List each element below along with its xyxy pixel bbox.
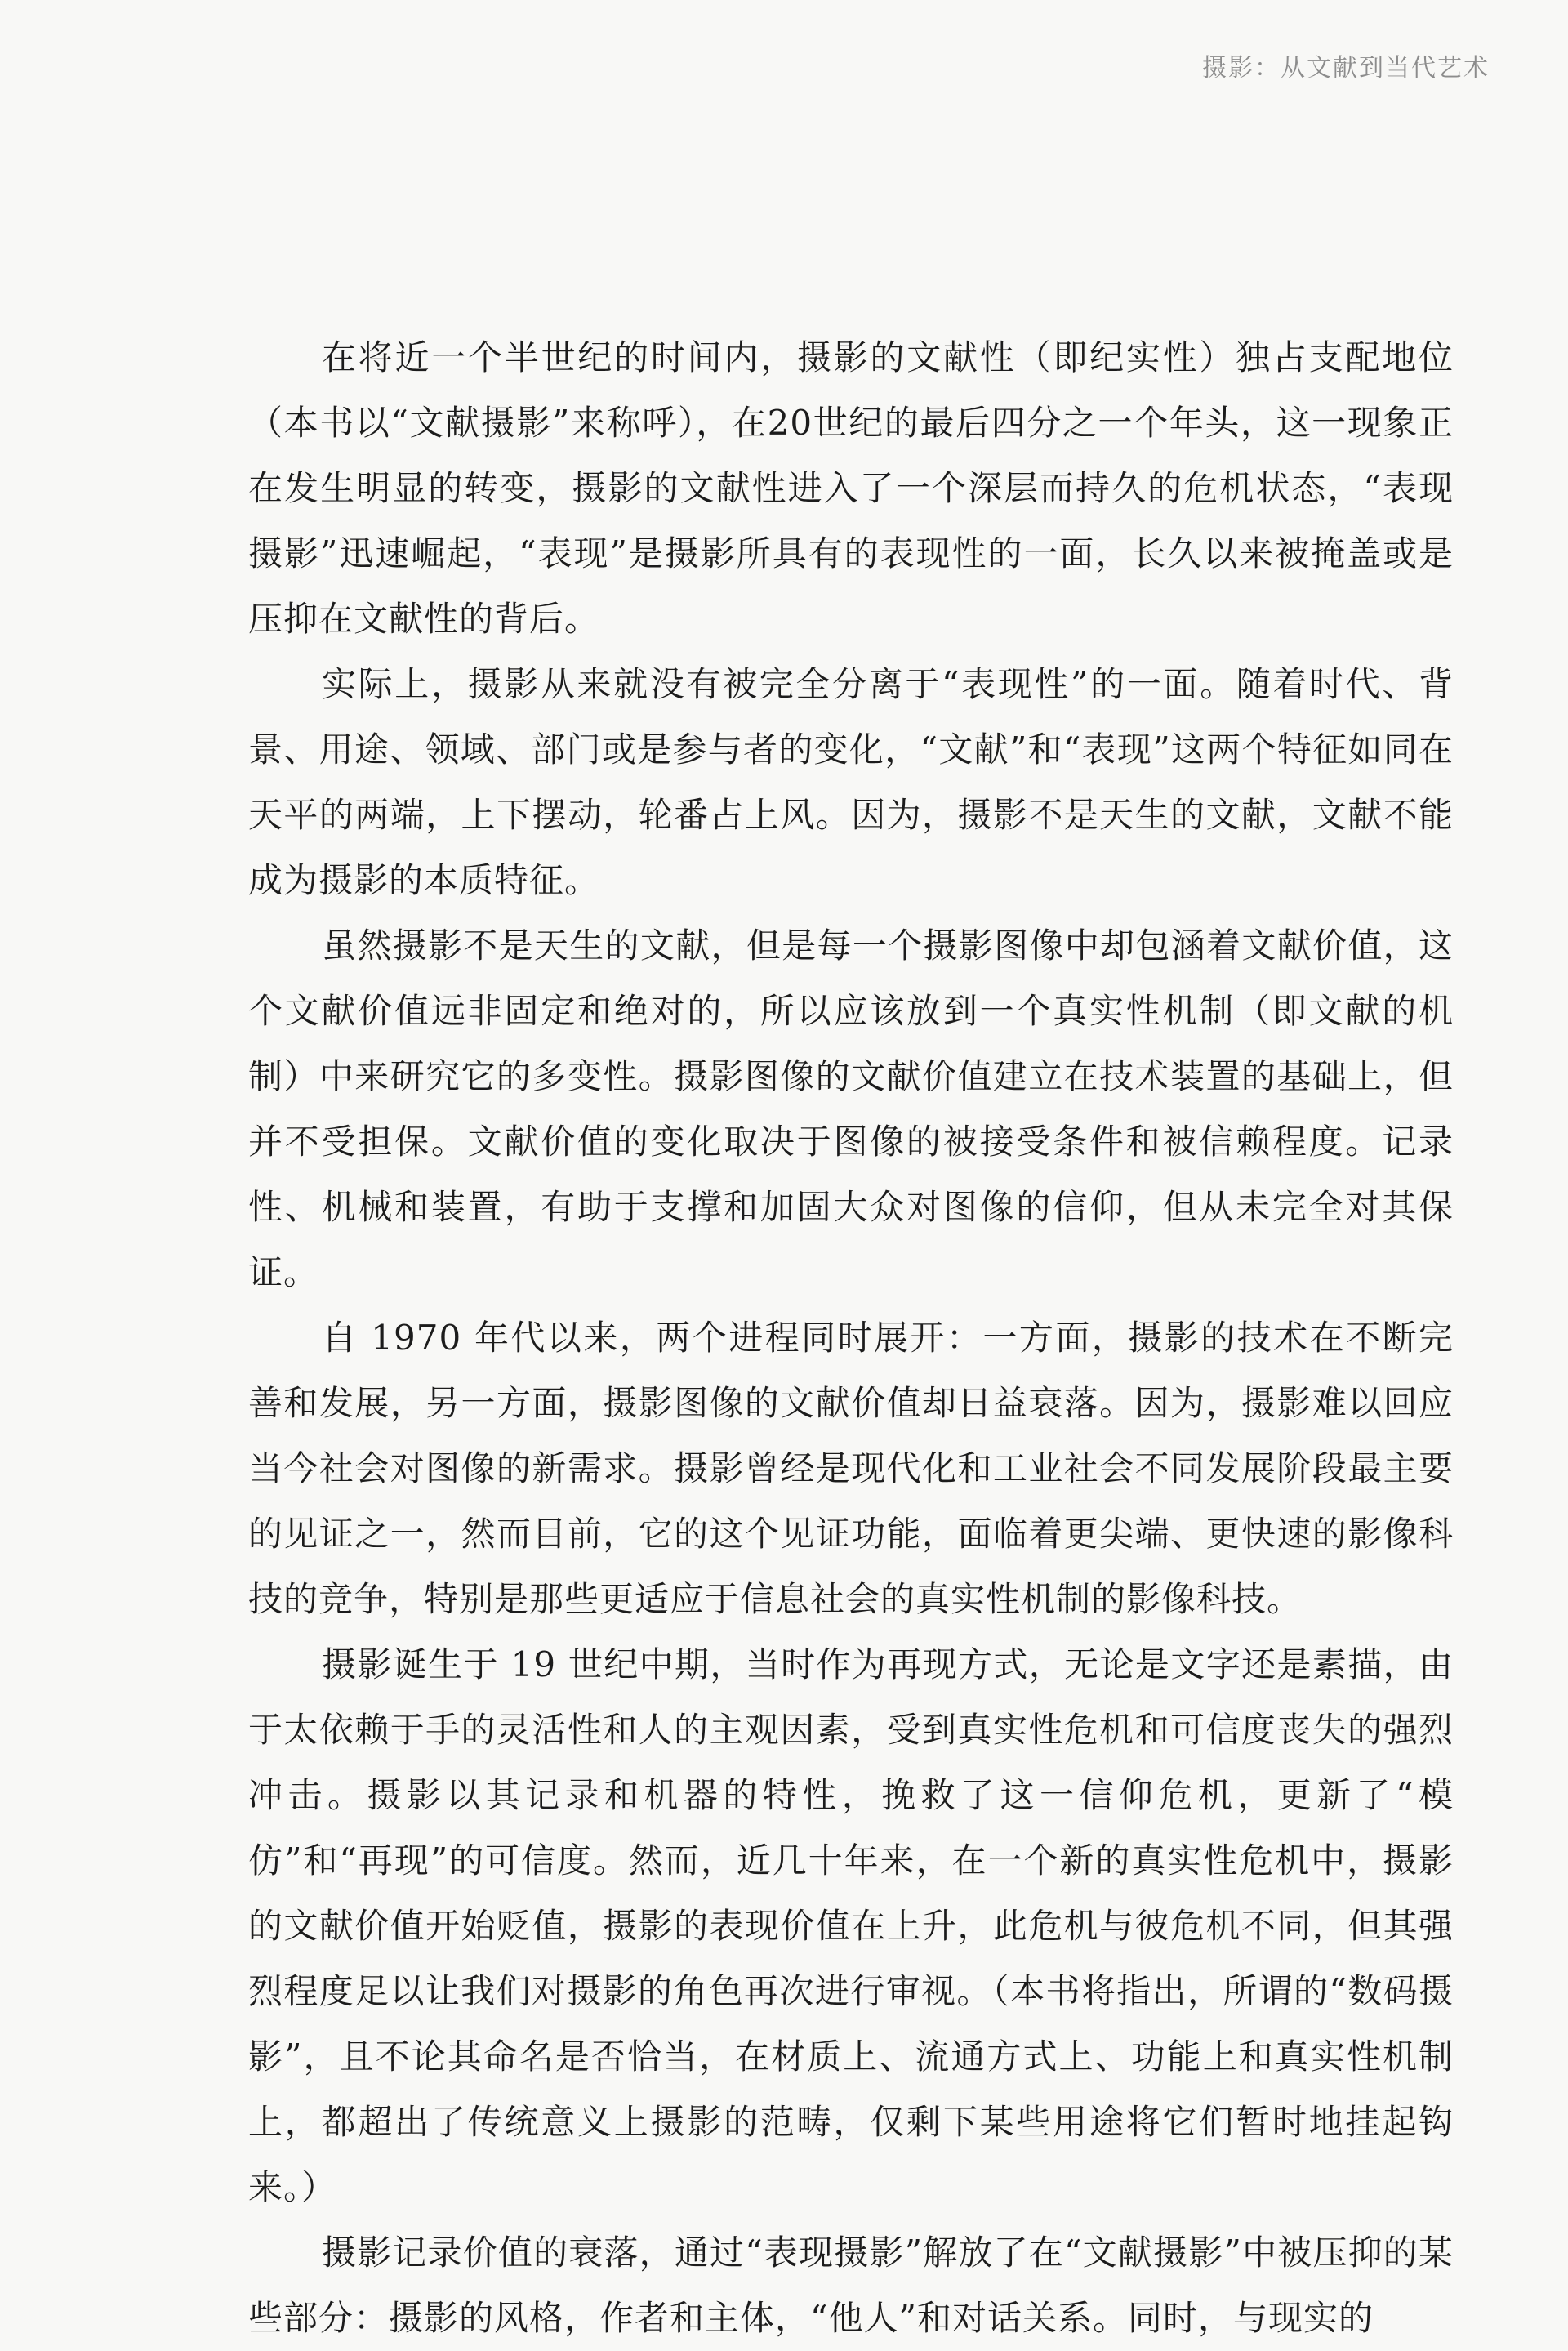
paragraph: 在将近一个半世纪的时间内，摄影的文献性（即纪实性）独占支配地位（本书以“文献摄影”来称呼），在20世纪的最后四分之一个年头，这一现象正在发生明显的转变，摄影的文献性进入了一个深层而持久的危机状态，“表现摄影”迅速崛起，“表现”是摄影所具有的表现性的一面，长久以来被掩盖或是压抑在文献性的背后。: [248, 337, 1454, 639]
paragraph: 摄影诞生于 19 世纪中期，当时作为再现方式，无论是文字还是素描，由于太依赖于手的灵活性和人的主观因素，受到真实性危机和可信度丧失的强烈冲击。摄影以其记录和机器的特性，挽救了这一信仰危机，更新了“模仿”和“再现”的可信度。然而，近几十年来，在一个新的真实性危机中，摄影的文献价值开始贬值，摄影的表现价值在上升，此危机与彼危机不同，但其强烈程度足以让我们对摄影的角色再次进行审视。（本书将指出，所谓的“数码摄影”，且不论其命名是否恰当，在材质上、流通方式上、功能上和真实性机制上，都超出了传统意义上摄影的范畴，仅剩下某些用途将它们暂时地挂起钩来。）: [248, 1644, 1454, 2207]
paragraph: 自 1970 年代以来，两个进程同时展开：一方面，摄影的技术在不断完善和发展，另一方面，摄影图像的文献价值却日益衰落。因为，摄影难以回应当今社会对图像的新需求。摄影曾经是现代化和工业社会不同发展阶段最主要的见证之一，然而目前，它的这个见证功能，面临着更尖端、更快速的影像科技的竞争，特别是那些更适应于信息社会的真实性机制的影像科技。: [248, 1318, 1454, 1619]
paragraph: 摄影记录价值的衰落，通过“表现摄影”解放了在“文献摄影”中被压抑的某些部分：摄影的风格，作者和主体，“他人”和对话关系。同时，与现实的: [248, 2233, 1454, 2338]
running-header: 摄影：从文献到当代艺术: [1202, 54, 1490, 83]
page-body: [248, 325, 1454, 2351]
paragraph: 虽然摄影不是天生的文献，但是每一个摄影图像中却包涵着文献价值，这个文献价值远非固定和绝对的，所以应该放到一个真实性机制（即文献的机制）中来研究它的多变性。摄影图像的文献价值建立在技术装置的基础上，但并不受担保。文献价值的变化取决于图像的被接受条件和被信赖程度。记录性、机械和装置，有助于支撑和加固大众对图像的信仰，但从未完全对其保证。: [248, 926, 1454, 1292]
paragraph: 实际上，摄影从来就没有被完全分离于“表现性”的一面。随着时代、背景、用途、领域、部门或是参与者的变化，“文献”和“表现”这两个特征如同在天平的两端，上下摆动，轮番占上风。因为，摄影不是天生的文献，文献不能成为摄影的本质特征。: [248, 664, 1454, 900]
